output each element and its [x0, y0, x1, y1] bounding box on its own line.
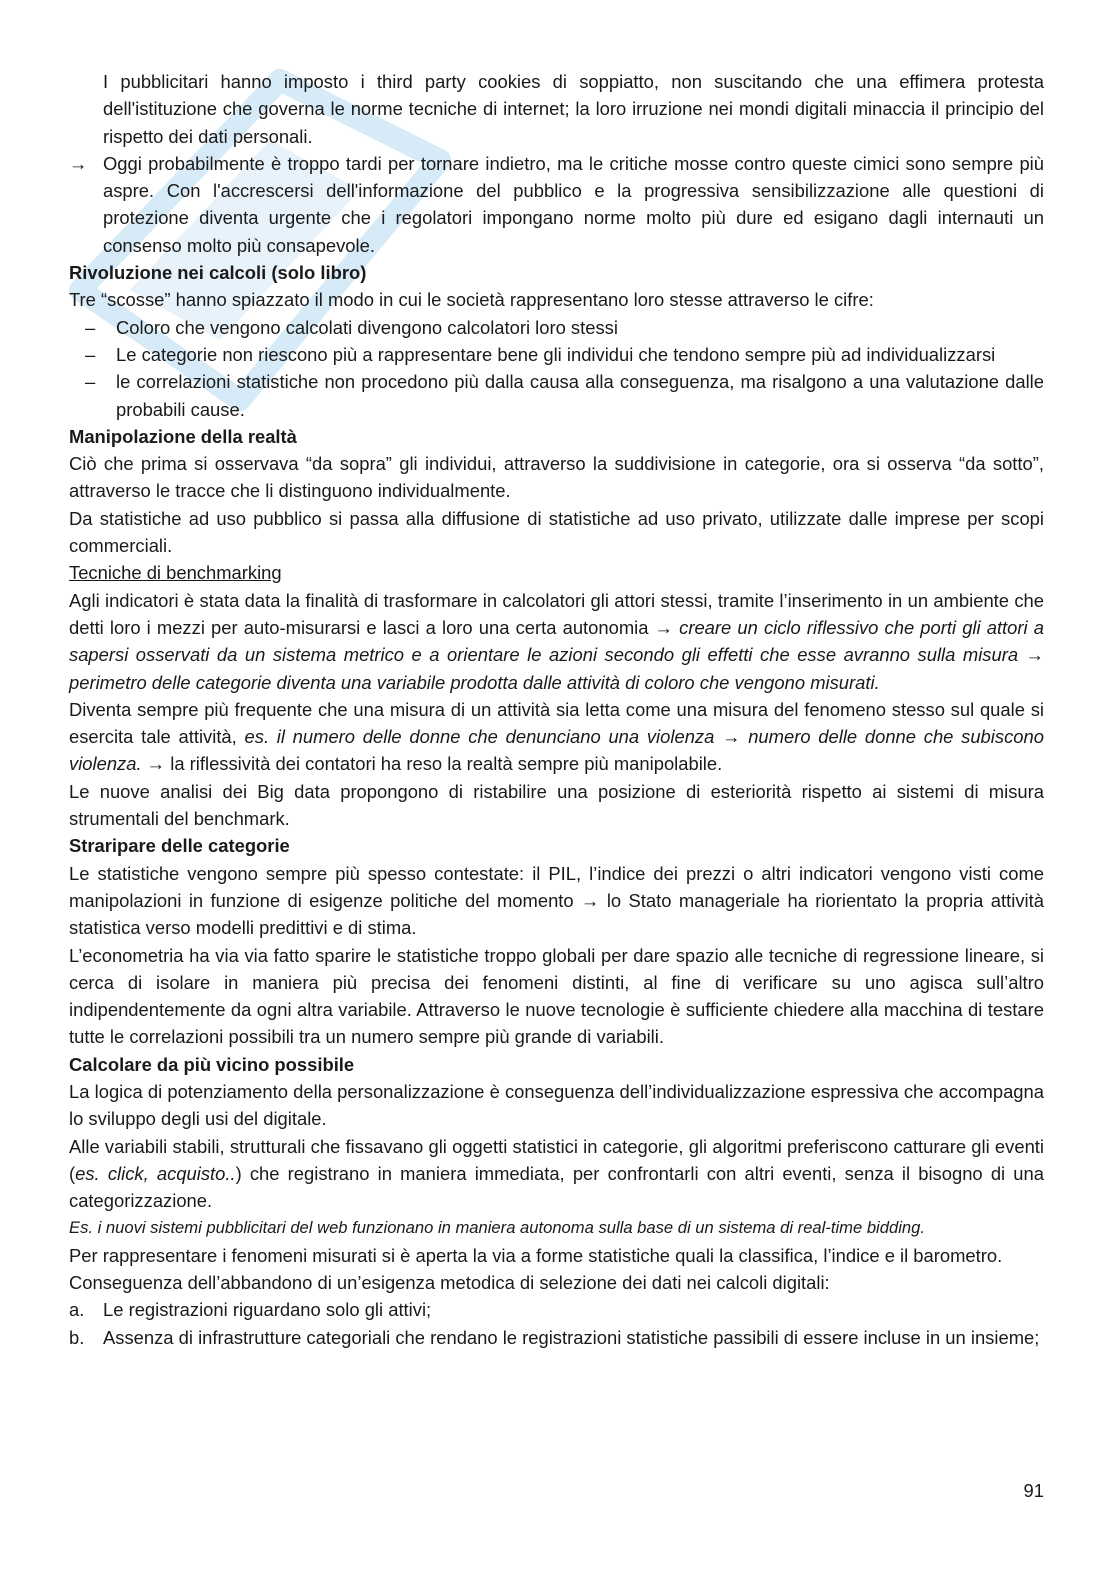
page-number: 91 — [1023, 1480, 1044, 1501]
text-segment: Diventa sempre più frequente che una misura di un attività sia letta come una misura del fenomeno stesso sul quale si esercita tale attività, — [69, 698, 1044, 748]
list-item-text: Le registrazioni riguardano solo gli attivi; — [103, 1299, 432, 1321]
paragraph-econometria: L’econometria ha via via fatto sparire le statistiche troppo globali per dare spazio alle tecniche di regressione lineare, si cerca di isolare in maniera più precisa dei fenomeni distinti, al fine di verificare su uno agisca sull’altro indipendentemente da ogni altra variabile. Attraverso le nuove tecnologie è sufficiente chiedere alla macchina di testare tutte le correlazioni possibili tra un numero sempre più grande di variabili. — [69, 944, 1044, 1048]
heading-rivoluzione: Rivoluzione nei calcoli (solo libro) — [69, 262, 367, 284]
list-item-b — [69, 1324, 1044, 1351]
text-segment-italic: creare un ciclo riflessivo che porti gli attori a sapersi osservati da un sistema metrico e a orientare le azioni secondo gli effetti che esse avranno sulla misura — [69, 616, 1044, 666]
document-body — [69, 68, 1044, 1351]
dash-item-2 — [69, 341, 1044, 368]
text-segment: ) che registrano in maniera immediata, per confrontarli con altri eventi, senza il bisogno di una categorizzazione. — [69, 1162, 1044, 1212]
paragraph-conseguenza: Conseguenza dell’abbandono di un’esigenza metodica di selezione dei dati nei calcoli digitali: — [69, 1272, 830, 1294]
text-segment: Agli indicatori è stata data la finalità di trasformare in calcolatori gli attori stessi, tramite l’inserimento in un ambiente che detti loro i mezzi per auto-misurarsi e lasci a loro una certa autonomia — [69, 589, 1044, 638]
paragraph-scosse: Tre “scosse” hanno spiazzato il modo in cui le società rappresentano loro stesse attraverso le cifre: — [69, 289, 874, 311]
arrow-right-icon: → — [146, 753, 166, 775]
paragraph-variabili — [69, 1133, 1044, 1215]
text-segment-italic: es. il numero delle donne che denunciano una violenza — [244, 726, 715, 748]
dash-item-text: Coloro che vengono calcolati divengono calcolatori loro stessi — [116, 316, 618, 338]
arrow-right-icon: → — [581, 889, 600, 911]
dash-bullet: – — [85, 371, 96, 393]
arrow-right-icon: → — [722, 726, 741, 748]
text-segment-italic: numero delle donne che subiscono violenza. — [69, 726, 1044, 775]
arrow-right-icon: → — [69, 152, 88, 174]
paragraph-personalizzazione: La logica di potenziamento della personalizzazione è conseguenza dell’individualizzazione espressiva che accompagna lo sviluppo degli usi del digitale. — [69, 1080, 1044, 1130]
list-marker: a. — [69, 1299, 85, 1321]
paragraph-big-data: Le nuove analisi dei Big data propongono di ristabilire una posizione di esteriorità rispetto ai sistemi di misura strumentali del benchmark. — [69, 780, 1044, 830]
dash-item-text: le correlazioni statistiche non procedono più dalla causa alla conseguenza, ma risalgono a una valutazione dalle probabili cause. — [116, 371, 1044, 420]
paragraph-da-sopra: Ciò che prima si osservava “da sopra” gli individui, attraverso la suddivisione in categorie, ora si osserva “da sotto”, attraverso le tracce che li distinguono individualmente. — [69, 453, 1044, 502]
dash-item-1 — [69, 314, 1044, 341]
heading-straripare: Straripare delle categorie — [69, 835, 290, 857]
text-segment-italic: perimetro delle categorie diventa una variabile prodotta dalle attività di coloro che vengono misurati. — [69, 671, 880, 693]
heading-benchmarking: Tecniche di benchmarking — [69, 562, 282, 584]
paragraph-esempio-bidding: Es. i nuovi sistemi pubblicitari del web funzionano in maniera autonoma sulla base di un sistema di real-time bidding. — [69, 1218, 925, 1238]
text-segment-italic: es. click, acquisto.. — [75, 1162, 236, 1184]
arrow-right-icon: → — [1025, 644, 1044, 666]
list-item-a — [69, 1296, 1044, 1323]
list-item-text: Assenza di infrastrutture categoriali che rendano le registrazioni statistiche passibili di essere incluse in un insieme; — [103, 1326, 1040, 1348]
paragraph-misura — [69, 696, 1044, 778]
paragraph-classifica: Per rappresentare i fenomeni misurati si è aperta la via a forme statistiche quali la classifica, l’indice e il barometro. — [69, 1244, 1003, 1266]
paragraph-regulators: Oggi probabilmente è troppo tardi per tornare indietro, ma le critiche mosse contro queste cimici sono sempre più aspre. Con l'accrescersi dell'informazione del pubblico e la progressiva sensibilizzazione alle questioni di protezione diventa urgente che i regolatori impongano norme molto più dure ed esigano dagli internauti un consenso molto più consapevole. — [103, 152, 1044, 256]
dash-bullet: – — [85, 316, 96, 338]
dash-item-3 — [69, 368, 1044, 423]
heading-calcolare: Calcolare da più vicino possibile — [69, 1053, 355, 1075]
heading-manipolazione: Manipolazione della realtà — [69, 425, 297, 447]
arrow-right-icon: → — [654, 616, 673, 638]
paragraph-pil — [69, 860, 1044, 942]
paragraph-indicatori — [69, 587, 1044, 696]
arrow-item — [69, 150, 1044, 259]
text-segment: la riflessività dei contatori ha reso la realtà sempre più manipolabile. — [170, 753, 723, 775]
paragraph-cookies: I pubblicitari hanno imposto i third party cookies di soppiatto, non suscitando che una effimera protesta dell'istituzione che governa le norme tecniche di internet; la loro irruzione nei mondi digitali minaccia il principio del rispetto dei dati personali. — [103, 71, 1044, 147]
dash-bullet: – — [85, 343, 96, 365]
text-segment: lo Stato manageriale ha riorientato la propria attività statistica verso modelli predittivi e di stima. — [69, 889, 1044, 939]
dash-item-text: Le categorie non riescono più a rappresentare bene gli individui che tendono sempre più ad individualizzarsi — [116, 343, 996, 365]
text-segment: Le statistiche vengono sempre più spesso contestate: il PIL, l’indice dei prezzi o altri indicatori vengono visti come manipolazioni in funzione di esigenze politiche del momento — [69, 862, 1044, 911]
text-segment: Alle variabili stabili, strutturali che fissavano gli oggetti statistici in categorie, gli algoritmi preferiscono catturare gli eventi ( — [69, 1135, 1044, 1184]
paragraph-statistiche-private: Da statistiche ad uso pubblico si passa alla diffusione di statistiche ad uso privato, utilizzate dalle imprese per scopi commerciali. — [69, 507, 1044, 557]
list-marker: b. — [69, 1326, 85, 1348]
